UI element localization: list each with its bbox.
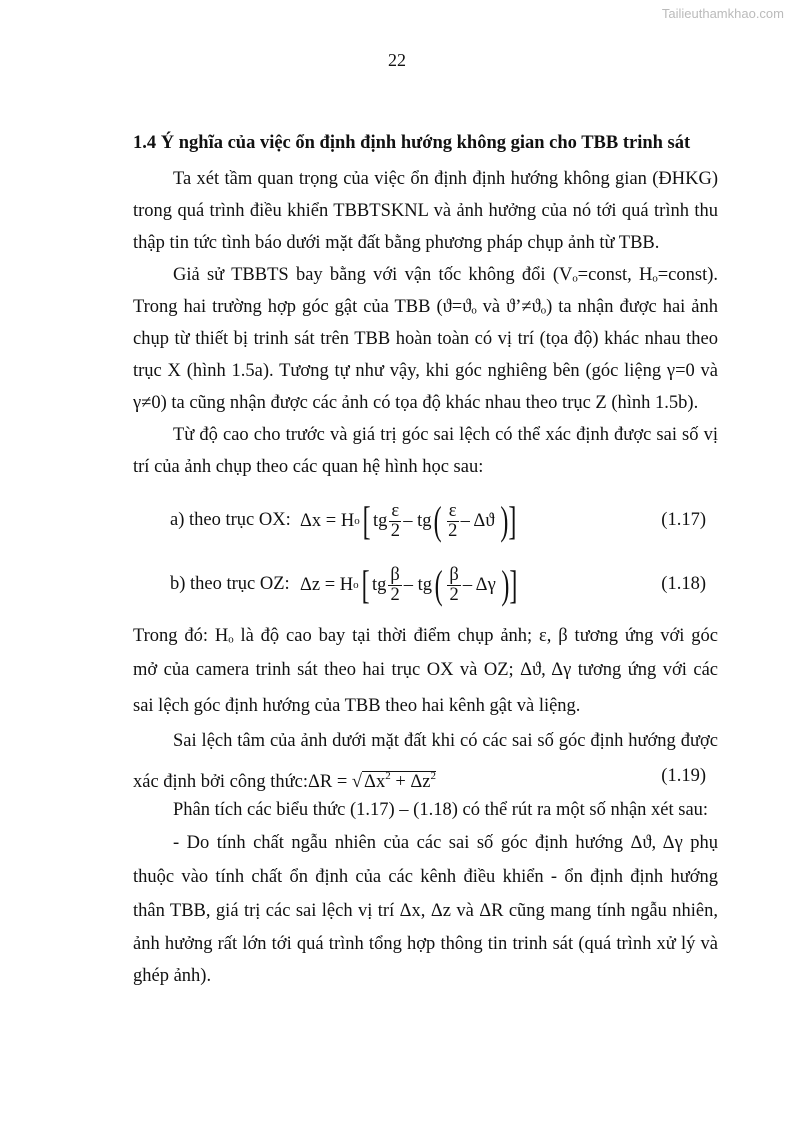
tg: – tg (403, 574, 433, 595)
lhs: Δx = H (300, 510, 355, 531)
text-line: Sai lệch tâm của ảnh dưới mặt đất khi có các sai số góc định hướng được (173, 731, 718, 751)
delta-term: – Δγ (462, 574, 496, 595)
fraction: $\frac{\varepsilon}{2}$ (448, 500, 458, 541)
delta-term: – Δϑ (460, 510, 495, 531)
equation-number: (1.17) (661, 510, 706, 530)
text-line: sai lệch góc định hướng của TBB theo hai kênh gật và liệng. (133, 696, 581, 716)
equation-formula: Δx = H o [ tg $\frac{\varepsilon}{2}$ – tg ( $\frac{\varepsilon}{2}$ – Δϑ )] (300, 498, 516, 543)
equation-number: (1.19) (661, 766, 706, 786)
text-line: trí của ảnh chụp theo các quan hệ hình học sau: (133, 457, 484, 477)
text-line: thân TBB, giá trị các sai lệch vị trí Δx, Δz và ΔR cũng mang tính ngẫu nhiên, (133, 901, 718, 921)
text-line: - Do tính chất ngẫu nhiên của các sai số góc định hướng Δϑ, Δγ phụ (173, 833, 718, 853)
subscript: o (353, 579, 359, 591)
equation-formula: Δz = H o [ tg $\frac{\beta}{2}$ – tg ( $\frac{\beta}{2}$ – Δγ )] (300, 562, 518, 607)
tg: tg (371, 574, 387, 595)
text-line: ảnh hưởng rất lớn tới quá trình tổng hợp thông tin trinh sát (quá trình xử lý và (133, 934, 718, 954)
text-line: Trong hai trường hợp góc gật của TBB (ϑ=ϑₒ và ϑ’≠ϑₒ) ta nhận được hai ảnh (133, 297, 718, 317)
equation-label: a) theo trục OX: (170, 510, 291, 530)
equation-1-18 (170, 560, 718, 610)
tg: tg (373, 510, 388, 531)
watermark: Tailieuthamkhao.com (661, 6, 784, 21)
lhs: ΔR = √ (307, 772, 363, 792)
text-line: chụp từ thiết bị trinh sát trên TBB hoàn toàn có vị trí (tọa độ) khác nhau theo (133, 329, 718, 349)
text-line: thập tin tức tình báo dưới mặt đất bằng phương pháp chụp ảnh từ TBB. (133, 233, 660, 253)
equation-number: (1.18) (661, 574, 706, 594)
text-line: Giả sử TBBTS bay bằng với vận tốc không đổi (Vₒ=const, Hₒ=const). (173, 265, 718, 285)
page-number: 22 (388, 50, 406, 70)
fraction: $\frac{\varepsilon}{2}$ (390, 500, 400, 541)
text-line: Từ độ cao cho trước và giá trị góc sai lệch có thể xác định được sai số vị (173, 425, 718, 445)
tg: – tg (403, 510, 432, 531)
lhs: Δz = H (300, 574, 354, 595)
text-line: Phân tích các biểu thức (1.17) – (1.18) có thể rút ra một số nhận xét sau: (173, 800, 709, 820)
section-heading: 1.4 Ý nghĩa của việc ổn định định hướng không gian cho TBB trinh sát (133, 133, 691, 153)
text-line: trục X (hình 1.5a). Tương tự như vậy, khi góc nghiêng bên (góc liệng γ=0 và (133, 361, 718, 381)
equation-label: b) theo trục OZ: (170, 574, 290, 594)
fraction: $\frac{\beta}{2}$ (390, 564, 400, 605)
sqrt: $\Delta x^2 + \Delta z^2$ (364, 770, 436, 792)
equation-1-19 (133, 765, 718, 793)
text-line: Ta xét tầm quan trọng của việc ổn định định hướng không gian (ĐHKG) (173, 169, 718, 189)
text-line: trong quá trình điều khiển TBBTSKNL và ảnh hưởng của nó tới quá trình thu (133, 201, 718, 221)
fraction: $\frac{\beta}{2}$ (449, 564, 459, 605)
equation-1-17 (170, 496, 718, 546)
text-line: mở của camera trinh sát theo hai trục OX và OZ; Δϑ, Δγ tương ứng với các (133, 660, 718, 680)
text-line: thuộc vào tính chất ổn định của các kênh điều khiển - ổn định định hướng (133, 867, 718, 887)
text-line: ghép ảnh). (133, 966, 212, 986)
text-line: γ≠0) ta cũng nhận được các ảnh có tọa độ khác nhau theo trục Z (hình 1.5b). (133, 393, 699, 413)
text: xác định bởi công thức: (133, 772, 308, 792)
text-line: Trong đó: Hₒ là độ cao bay tại thời điểm chụp ảnh; ε, β tương ứng với góc (133, 626, 718, 646)
subscript: o (354, 515, 360, 527)
